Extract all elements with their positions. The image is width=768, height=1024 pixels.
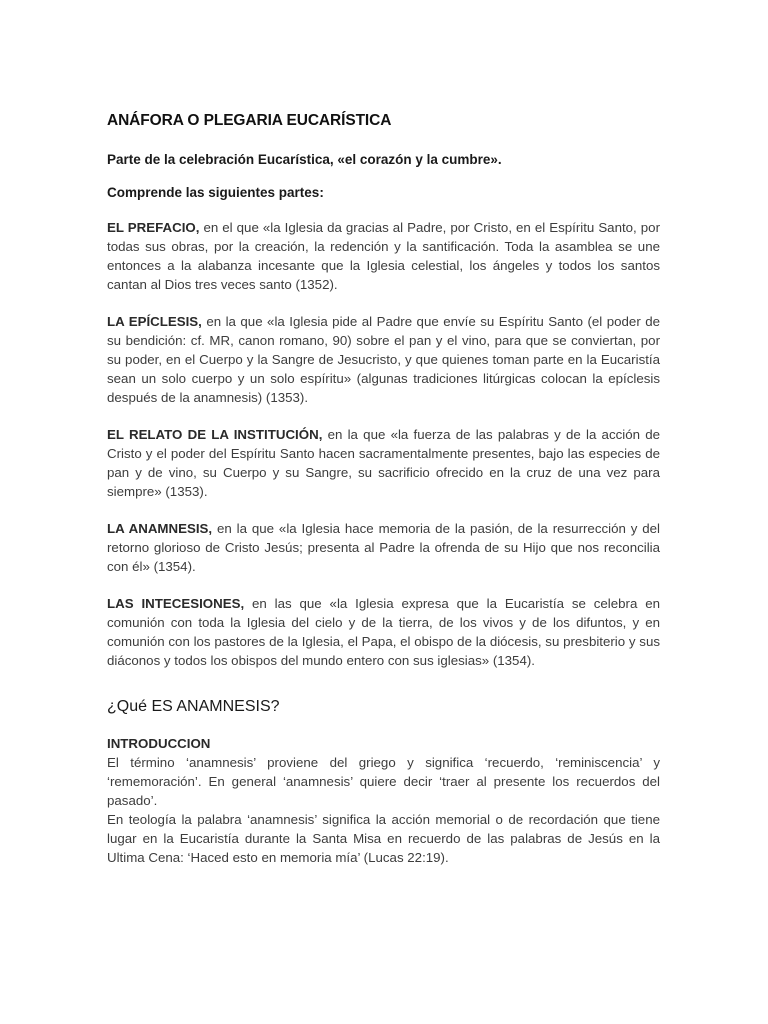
document-title: ANÁFORA O PLEGARIA EUCARÍSTICA (107, 112, 392, 129)
intro-title: INTRODUCCION (107, 736, 211, 751)
intro-paragraph-2: En teología la palabra ‘anamnesis’ significa la acción memorial o de recordación que tiene lugar en la Eucaristía durante la Santa Misa en recuerdo de las palabras de Jesús en la Ultima Cena: ‘Haced esto en memoria mía’ (Lucas 22:19). (107, 812, 660, 865)
part-text: en la que «la Iglesia hace memoria de la pasión, de la resurrección y del retorno glorioso de Cristo Jesús; presenta al Padre la ofrenda de su Hijo que nos reconcilia con él» (1354). (107, 521, 661, 574)
document-subtitle: Parte de la celebración Eucarística, «el corazón y la cumbre». (107, 152, 502, 167)
part-paragraph-relato (107, 425, 660, 501)
part-text: en la que «la fuerza de las palabras y de la acción de Cristo y el poder del Espíritu Santo hacen sacramentalmente presentes, bajo las especies de pan y de vino, su Cuerpo y su Sangre, su sacrificio ofrecido en la cruz de una vez para siempre» (1353). (107, 427, 661, 499)
part-paragraph-prefacio (107, 218, 660, 294)
part-text: en el que «la Iglesia da gracias al Padre, por Cristo, en el Espíritu Santo, por todas sus obras, por la creación, la redención y la santificación. Toda la asamblea se une entonces a la alabanza incesante que la Iglesia celestial, los ángeles y todos los santos cantan al Dios tres veces santo (1352). (107, 220, 660, 292)
part-lead: LAS INTECESIONES, (107, 596, 245, 611)
part-paragraph-anamnesis (107, 519, 660, 576)
parts-intro: Comprende las siguientes partes: (107, 185, 324, 200)
part-lead: LA EPÍCLESIS, (107, 314, 202, 329)
intro-paragraph-1: El término ‘anamnesis’ proviene del griego y significa ‘recuerdo, ‘reminiscencia’ y ‘rememoración’. En general ‘anamnesis’ quiere decir ‘traer al presente los recuerdos del pasado’. (107, 755, 660, 808)
part-lead: EL PREFACIO, (107, 220, 200, 235)
part-paragraph-epiclesis (107, 312, 660, 407)
part-text: en la que «la Iglesia pide al Padre que envíe su Espíritu Santo (el poder de su bendición: cf. MR, canon romano, 90) sobre el pan y el vino, para que se conviertan, por su poder, en el Cuerpo y la Sangre de Jesucristo, y que quienes toman parte en la Eucaristía sean un solo cuerpo y un solo espíritu» (algunas tradiciones litúrgicas colocan la epíclesis después de la anamnesis) (1353). (107, 314, 661, 405)
part-lead: LA ANAMNESIS, (107, 521, 213, 536)
part-lead: EL RELATO DE LA INSTITUCIÓN, (107, 427, 323, 442)
part-paragraph-intercesiones (107, 594, 660, 670)
section-heading: ¿Qué ES ANAMNESIS? (107, 698, 280, 715)
part-text: en las que «la Iglesia expresa que la Eucaristía se celebra en comunión con toda la Iglesia del cielo y de la tierra, de los vivos y de los difuntos, y en comunión con los pastores de la Iglesia, el Papa, el obispo de la diócesis, su presbiterio y sus diáconos y todos los obispos del mundo entero con sus iglesias» (1354). (107, 596, 660, 668)
